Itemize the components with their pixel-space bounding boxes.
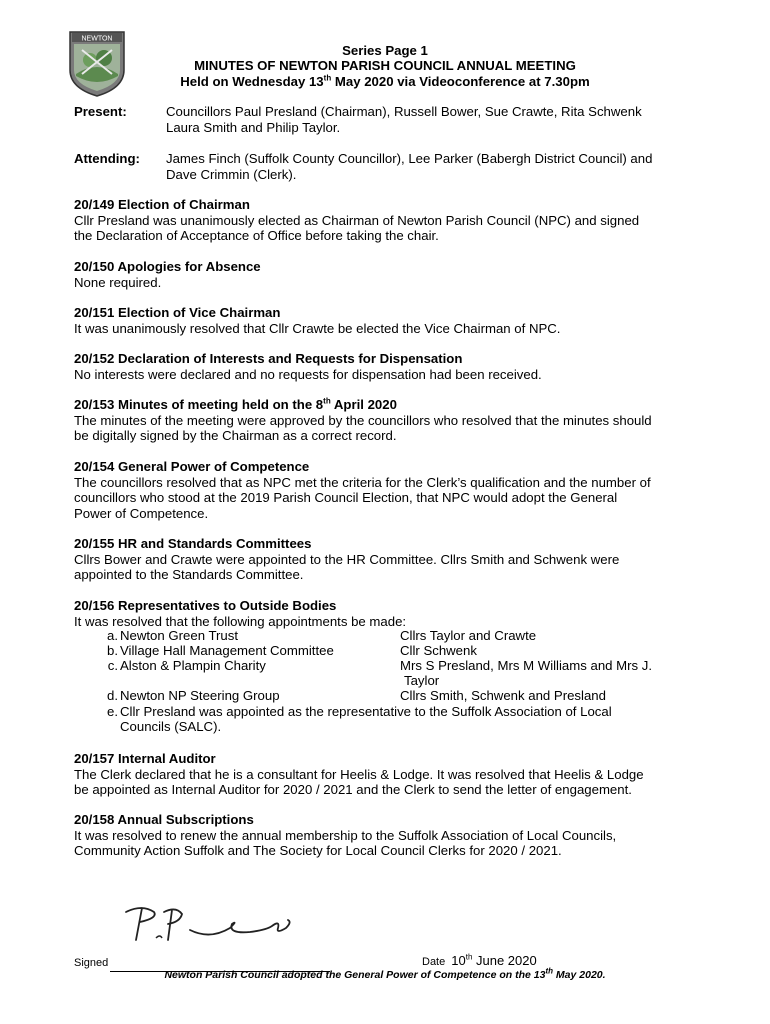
- page-footer-note: Newton Parish Council adopted the General Power of Competence on the 13th May 2020.: [164, 966, 606, 981]
- attending-label: Attending:: [74, 151, 140, 166]
- section-20-153: 20/153 Minutes of meeting held on the 8th April 2020 The minutes of the meeting were approved by the councillors who resolved that the minutes should be digitally signed by the Chairman as a correct record.: [74, 396, 652, 443]
- section-20-158: 20/158 Annual Subscriptions It was resolved to renew the annual membership to the Suffolk Association of Local Councils, Community Action Suffolk and The Society for Local Council Clerks for 2020 / 2021.: [74, 812, 617, 858]
- svg-text:NEWTON: NEWTON: [81, 35, 113, 43]
- attending-names: James Finch (Suffolk County Councillor), Lee Parker (Babergh District Council) and Dave Crimmin (Clerk).: [166, 151, 653, 182]
- meeting-details: Held on Wednesday 13th May 2020 via Videoconference at 7.30pm: [180, 73, 590, 89]
- section-20-149: 20/149 Election of Chairman Cllr Presland was unanimously elected as Chairman of Newton Parish Council (NPC) and signed the Declaration of Acceptance of Office before taking the chair.: [74, 197, 640, 243]
- document-title: MINUTES OF NEWTON PARISH COUNCIL ANNUAL MEETING: [194, 58, 576, 73]
- signed-line: Signed: [74, 956, 330, 972]
- handwritten-signature: [120, 900, 300, 948]
- section-20-150: 20/150 Apologies for Absence None required.: [74, 259, 261, 290]
- page-series-label: Series Page 1: [342, 43, 428, 58]
- signed-date: Date 10th June 2020: [422, 952, 537, 968]
- section-20-155: 20/155 HR and Standards Committees Cllrs Bower and Crawte were appointed to the HR Committee. Cllrs Smith and Schwenk were appointed to the Standards Committee.: [74, 536, 620, 582]
- section-20-157: 20/157 Internal Auditor The Clerk declared that he is a consultant for Heelis & Lodge. It was resolved that Heelis & Lodge be appointed as Internal Auditor for 2020 / 2021 and the Clerk to send the letter of engagement.: [74, 751, 644, 797]
- present-names: Councillors Paul Presland (Chairman), Russell Bower, Sue Crawte, Rita Schwenk Laura Smith and Philip Taylor.: [166, 104, 642, 135]
- section-20-151: 20/151 Election of Vice Chairman It was unanimously resolved that Cllr Crawte be elected the Vice Chairman of NPC.: [74, 305, 561, 336]
- section-20-152: 20/152 Declaration of Interests and Requests for Dispensation No interests were declared and no requests for dispensation had been received.: [74, 351, 542, 382]
- present-label: Present:: [74, 104, 127, 119]
- section-20-156: 20/156 Representatives to Outside Bodies It was resolved that the following appointments be made:: [74, 598, 407, 629]
- section-20-154: 20/154 General Power of Competence The councillors resolved that as NPC met the criteria for the Clerk’s qualification and the number of councillors who stood at the 2019 Parish Council Election, that NPC would adopt the General Power of Competence.: [74, 459, 651, 521]
